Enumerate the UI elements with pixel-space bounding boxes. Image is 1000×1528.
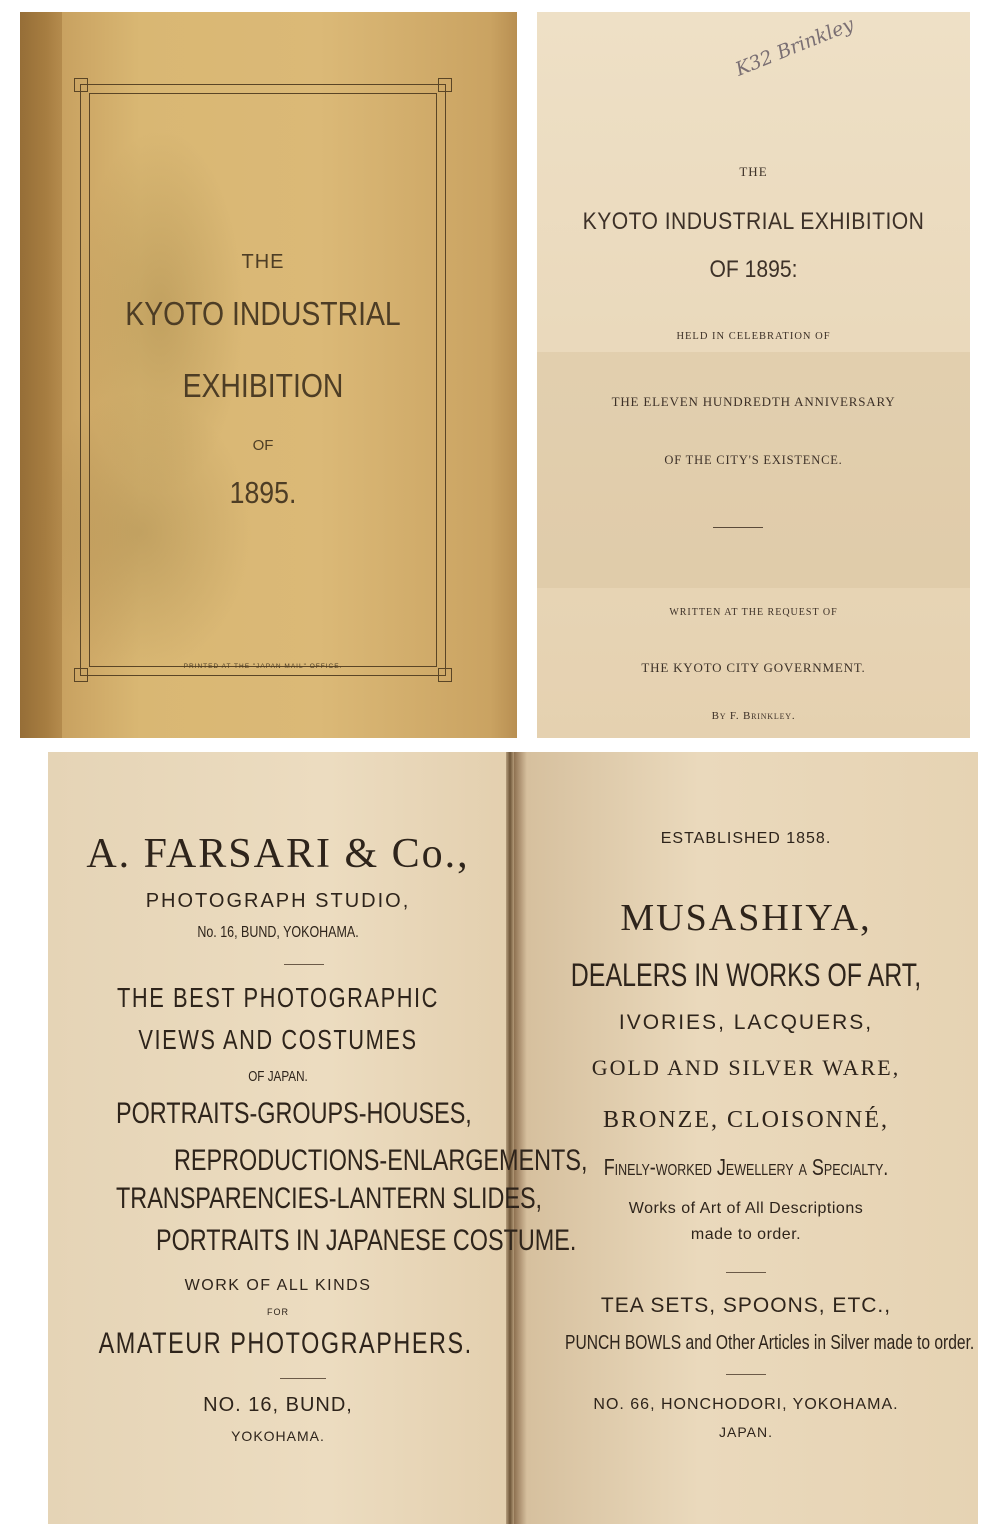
ad-shop-name: MUSASHIYA, <box>620 897 872 939</box>
ad-portraits: PORTRAITS-GROUPS-HOUSES, <box>116 1097 472 1130</box>
ad-of-japan: OF JAPAN. <box>248 1068 308 1085</box>
ad-address-small: No. 16, BUND, YOKOHAMA. <box>197 924 359 941</box>
divider <box>280 1378 326 1379</box>
corner-ornament <box>438 668 452 682</box>
ad-country: JAPAN. <box>719 1424 773 1440</box>
cover-printer-line: PRINTED AT THE "JAPAN MAIL" OFFICE. <box>183 663 343 670</box>
advertisement-spread <box>48 752 978 1524</box>
farsari-advertisement <box>48 752 588 1524</box>
ad-address: NO. 66, HONCHODORI, YOKOHAMA. <box>593 1396 899 1413</box>
ad-bronze: BRONZE, CLOISONNÉ, <box>603 1107 889 1133</box>
handwritten-annotation: K32 Brinkley <box>732 13 857 81</box>
title-year: OF 1895: <box>709 256 798 283</box>
ad-works: Works of Art of All Descriptions <box>628 1200 864 1217</box>
cover-spine <box>20 12 62 738</box>
title-author: By F. Brinkley. <box>711 710 796 722</box>
cover-year: 1895. <box>229 475 297 510</box>
ad-views: VIEWS AND COSTUMES <box>138 1024 418 1055</box>
ad-company-name: A. FARSARI & Co., <box>86 831 470 877</box>
ad-for: FOR <box>267 1307 289 1317</box>
ad-portraits-costume: PORTRAITS IN JAPANESE COSTUME. <box>156 1224 577 1257</box>
corner-ornament <box>438 78 452 92</box>
ad-studio: PHOTOGRAPH STUDIO, <box>145 890 411 912</box>
cover-border-frame <box>80 84 446 676</box>
corner-ornament <box>74 78 88 92</box>
ad-established: ESTABLISHED 1858. <box>660 830 832 847</box>
cover-the: THE <box>241 251 285 273</box>
cover-of: OF <box>252 437 274 454</box>
title-the: THE <box>739 164 768 179</box>
ad-ivories: IVORIES, LACQUERS, <box>618 1011 874 1034</box>
ad-gold: GOLD AND SILVER WARE, <box>591 1055 901 1080</box>
ad-reproductions: REPRODUCTIONS-ENLARGEMENTS, <box>174 1144 588 1177</box>
title-written: WRITTEN AT THE REQUEST OF <box>669 607 838 618</box>
ad-work: WORK OF ALL KINDS <box>184 1277 372 1294</box>
ad-dealers: DEALERS IN WORKS OF ART, <box>570 957 922 993</box>
title-government: THE KYOTO CITY GOVERNMENT. <box>641 660 866 675</box>
ad-address: NO. 16, BUND, <box>203 1394 353 1416</box>
ad-jewellery: Finely-worked Jewellery a Specialty. <box>603 1154 889 1180</box>
divider <box>726 1272 766 1273</box>
ad-punch: PUNCH BOWLS and Other Articles in Silver made to order. <box>565 1332 975 1354</box>
divider <box>726 1374 766 1375</box>
title-existence: OF THE CITY'S EXISTENCE. <box>664 453 843 467</box>
ad-tea: TEA SETS, SPOONS, ETC., <box>600 1294 892 1317</box>
cover-title-line1: KYOTO INDUSTRIAL <box>125 295 401 332</box>
ad-amateur: AMATEUR PHOTOGRAPHERS. <box>98 1327 473 1360</box>
title-held: HELD IN CELEBRATION OF <box>676 331 831 342</box>
ad-city: YOKOHAMA. <box>231 1428 325 1444</box>
ad-made: made to order. <box>690 1226 802 1243</box>
cover-title-line2: EXHIBITION <box>182 367 344 404</box>
corner-ornament <box>74 668 88 682</box>
book-cover <box>20 12 517 738</box>
title-page <box>537 12 970 738</box>
musashiya-advertisement <box>514 752 978 1524</box>
title-anniversary: THE ELEVEN HUNDREDTH ANNIVERSARY <box>611 394 896 409</box>
title-heading: KYOTO INDUSTRIAL EXHIBITION <box>582 208 925 235</box>
ad-transparencies: TRANSPARENCIES-LANTERN SLIDES, <box>116 1182 543 1215</box>
divider <box>713 527 763 528</box>
divider <box>284 964 324 965</box>
ad-best: THE BEST PHOTOGRAPHIC <box>117 982 439 1013</box>
